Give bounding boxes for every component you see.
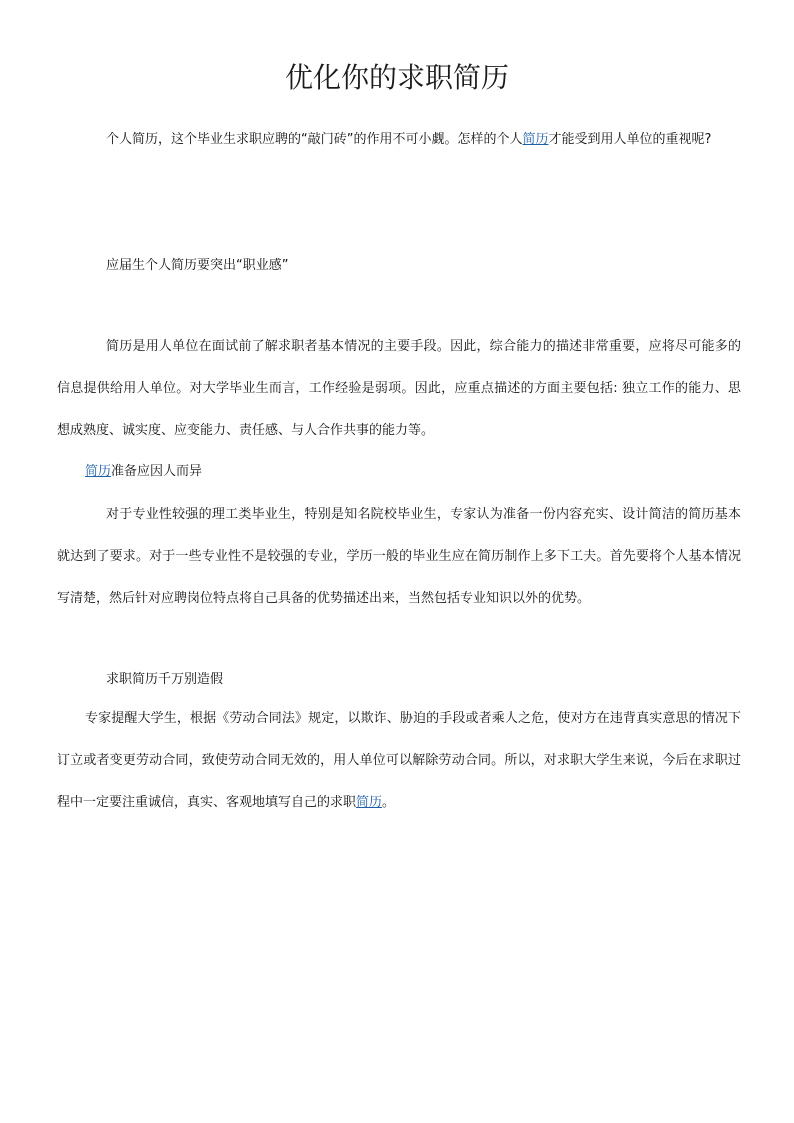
section-heading-no-fraud: 求职简历千万别造假 [106, 672, 224, 687]
section-paragraph-tailor-resume: 对于专业性较强的理工类毕业生，特别是知名院校毕业生，专家认为准备一份内容充实、设计简洁的简历基本就达到了要求。对于一些专业性不是较强的专业，学历一般的毕业生应在简历制作上多下工夫。首先要将个人基本情况写清楚，然后针对应聘岗位特点将自己具备的优势描述出来，当然包括专业知识以外的优势。 [57, 507, 741, 606]
section-heading-tailor-resume [85, 462, 202, 482]
section-heading-career-sense: 应届生个人简历要突出“职业感” [106, 258, 289, 273]
intro-text-before: 个人简历，这个毕业生求职应聘的“敲门砖”的作用不可小觑。怎样的个人 [106, 132, 523, 147]
document-title: 优化你的求职简历 [284, 61, 509, 94]
section-heading-text: 准备应因人而异 [111, 464, 203, 479]
resume-link[interactable]: 简历 [356, 795, 383, 810]
section-paragraph-no-fraud [57, 698, 741, 824]
resume-link[interactable]: 简历 [85, 464, 112, 479]
intro-text-after: 才能受到用人单位的重视呢? [548, 132, 712, 147]
intro-paragraph [57, 119, 741, 161]
section-paragraph-career-sense: 简历是用人单位在面试前了解求职者基本情况的主要手段。因此，综合能力的描述非常重要，应将尽可能多的信息提供给用人单位。对大学毕业生而言，工作经验是弱项。因此，应重点描述的方面主要包括: 独立工作的能力、思想成熟度、诚实度、应变能力、责任感、与人合作共事的能力等。 [57, 339, 741, 438]
resume-link[interactable]: 简历 [522, 132, 549, 147]
paragraph-text: 专家提醒大学生，根据《劳动合同法》规定，以欺诈、胁迫的手段或者乘人之危，使对方在违背真实意思的情况下订立或者变更劳动合同，致使劳动合同无效的，用人单位可以解除劳动合同。所以，对求职大学生来说，今后在求职过程中一定要注重诚信，真实、客观地填写自己的求职 [57, 711, 741, 810]
paragraph-text-end: 。 [382, 795, 396, 810]
